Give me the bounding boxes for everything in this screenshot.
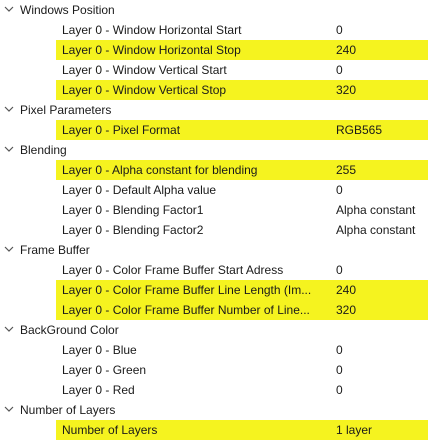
category-label: Blending: [20, 143, 67, 157]
property-row[interactable]: [56, 360, 428, 380]
chevron-down-icon[interactable]: [4, 246, 14, 253]
property-value[interactable]: Alpha constant: [336, 203, 416, 217]
property-name: Layer 0 - Alpha constant for blending: [62, 163, 258, 177]
category-label: Number of Layers: [20, 403, 116, 417]
chevron-down-icon[interactable]: [4, 106, 14, 113]
property-value[interactable]: 0: [336, 263, 343, 277]
property-name: Layer 0 - Window Horizontal Stop: [62, 43, 241, 57]
property-row[interactable]: [56, 300, 428, 320]
property-row[interactable]: [56, 80, 428, 100]
category-windows-position[interactable]: [0, 0, 428, 20]
property-name: Layer 0 - Window Horizontal Start: [62, 23, 242, 37]
category-label: Frame Buffer: [20, 243, 90, 257]
category-label: Pixel Parameters: [20, 103, 112, 117]
property-value[interactable]: 255: [336, 163, 357, 177]
property-value[interactable]: 0: [336, 383, 343, 397]
property-name: Layer 0 - Pixel Format: [62, 123, 181, 137]
property-row[interactable]: [56, 20, 428, 40]
category-frame-buffer[interactable]: [0, 240, 428, 260]
property-row[interactable]: [56, 380, 428, 400]
property-value[interactable]: 0: [336, 183, 343, 197]
property-value[interactable]: 320: [336, 83, 357, 97]
property-row[interactable]: [56, 200, 428, 220]
property-value[interactable]: 0: [336, 343, 343, 357]
property-row[interactable]: [56, 220, 428, 240]
property-value[interactable]: 240: [336, 43, 357, 57]
property-row[interactable]: [56, 60, 428, 80]
property-name: Layer 0 - Window Vertical Start: [62, 63, 227, 77]
property-value[interactable]: 320: [336, 303, 357, 317]
property-name: Layer 0 - Window Vertical Stop: [62, 83, 227, 97]
property-row[interactable]: [56, 260, 428, 280]
property-row[interactable]: [56, 280, 428, 300]
property-value[interactable]: 240: [336, 283, 357, 297]
chevron-down-icon[interactable]: [4, 406, 14, 413]
property-name: Layer 0 - Blending Factor1: [62, 203, 204, 217]
category-background-color[interactable]: [0, 320, 428, 340]
property-row[interactable]: [56, 160, 428, 180]
property-value[interactable]: 0: [336, 23, 343, 37]
property-row[interactable]: [56, 40, 428, 60]
chevron-down-icon[interactable]: [4, 326, 14, 333]
category-number-of-layers[interactable]: [0, 400, 428, 420]
property-value[interactable]: Alpha constant: [336, 223, 416, 237]
chevron-down-icon[interactable]: [4, 6, 14, 13]
category-label: Windows Position: [20, 3, 115, 17]
property-row[interactable]: [56, 420, 428, 440]
property-name: Layer 0 - Color Frame Buffer Start Adress: [62, 263, 284, 277]
property-name: Layer 0 - Red: [62, 383, 135, 397]
property-name: Layer 0 - Default Alpha value: [62, 183, 217, 197]
property-row[interactable]: [56, 180, 428, 200]
property-name: Layer 0 - Green: [62, 363, 147, 377]
property-value[interactable]: 1 layer: [336, 423, 373, 437]
property-name: Layer 0 - Blue: [62, 343, 137, 357]
property-name: Layer 0 - Blending Factor2: [62, 223, 204, 237]
category-label: BackGround Color: [20, 323, 119, 337]
property-value[interactable]: 0: [336, 363, 343, 377]
property-row[interactable]: [56, 340, 428, 360]
property-value[interactable]: 0: [336, 63, 343, 77]
property-row[interactable]: [56, 120, 428, 140]
property-value[interactable]: RGB565: [336, 123, 383, 137]
property-name: Number of Layers: [62, 423, 158, 437]
category-pixel-parameters[interactable]: [0, 100, 428, 120]
chevron-down-icon[interactable]: [4, 146, 14, 153]
property-name: Layer 0 - Color Frame Buffer Number of Line...: [62, 303, 310, 317]
property-name: Layer 0 - Color Frame Buffer Line Length (Im...: [62, 283, 312, 297]
category-blending[interactable]: [0, 140, 428, 160]
